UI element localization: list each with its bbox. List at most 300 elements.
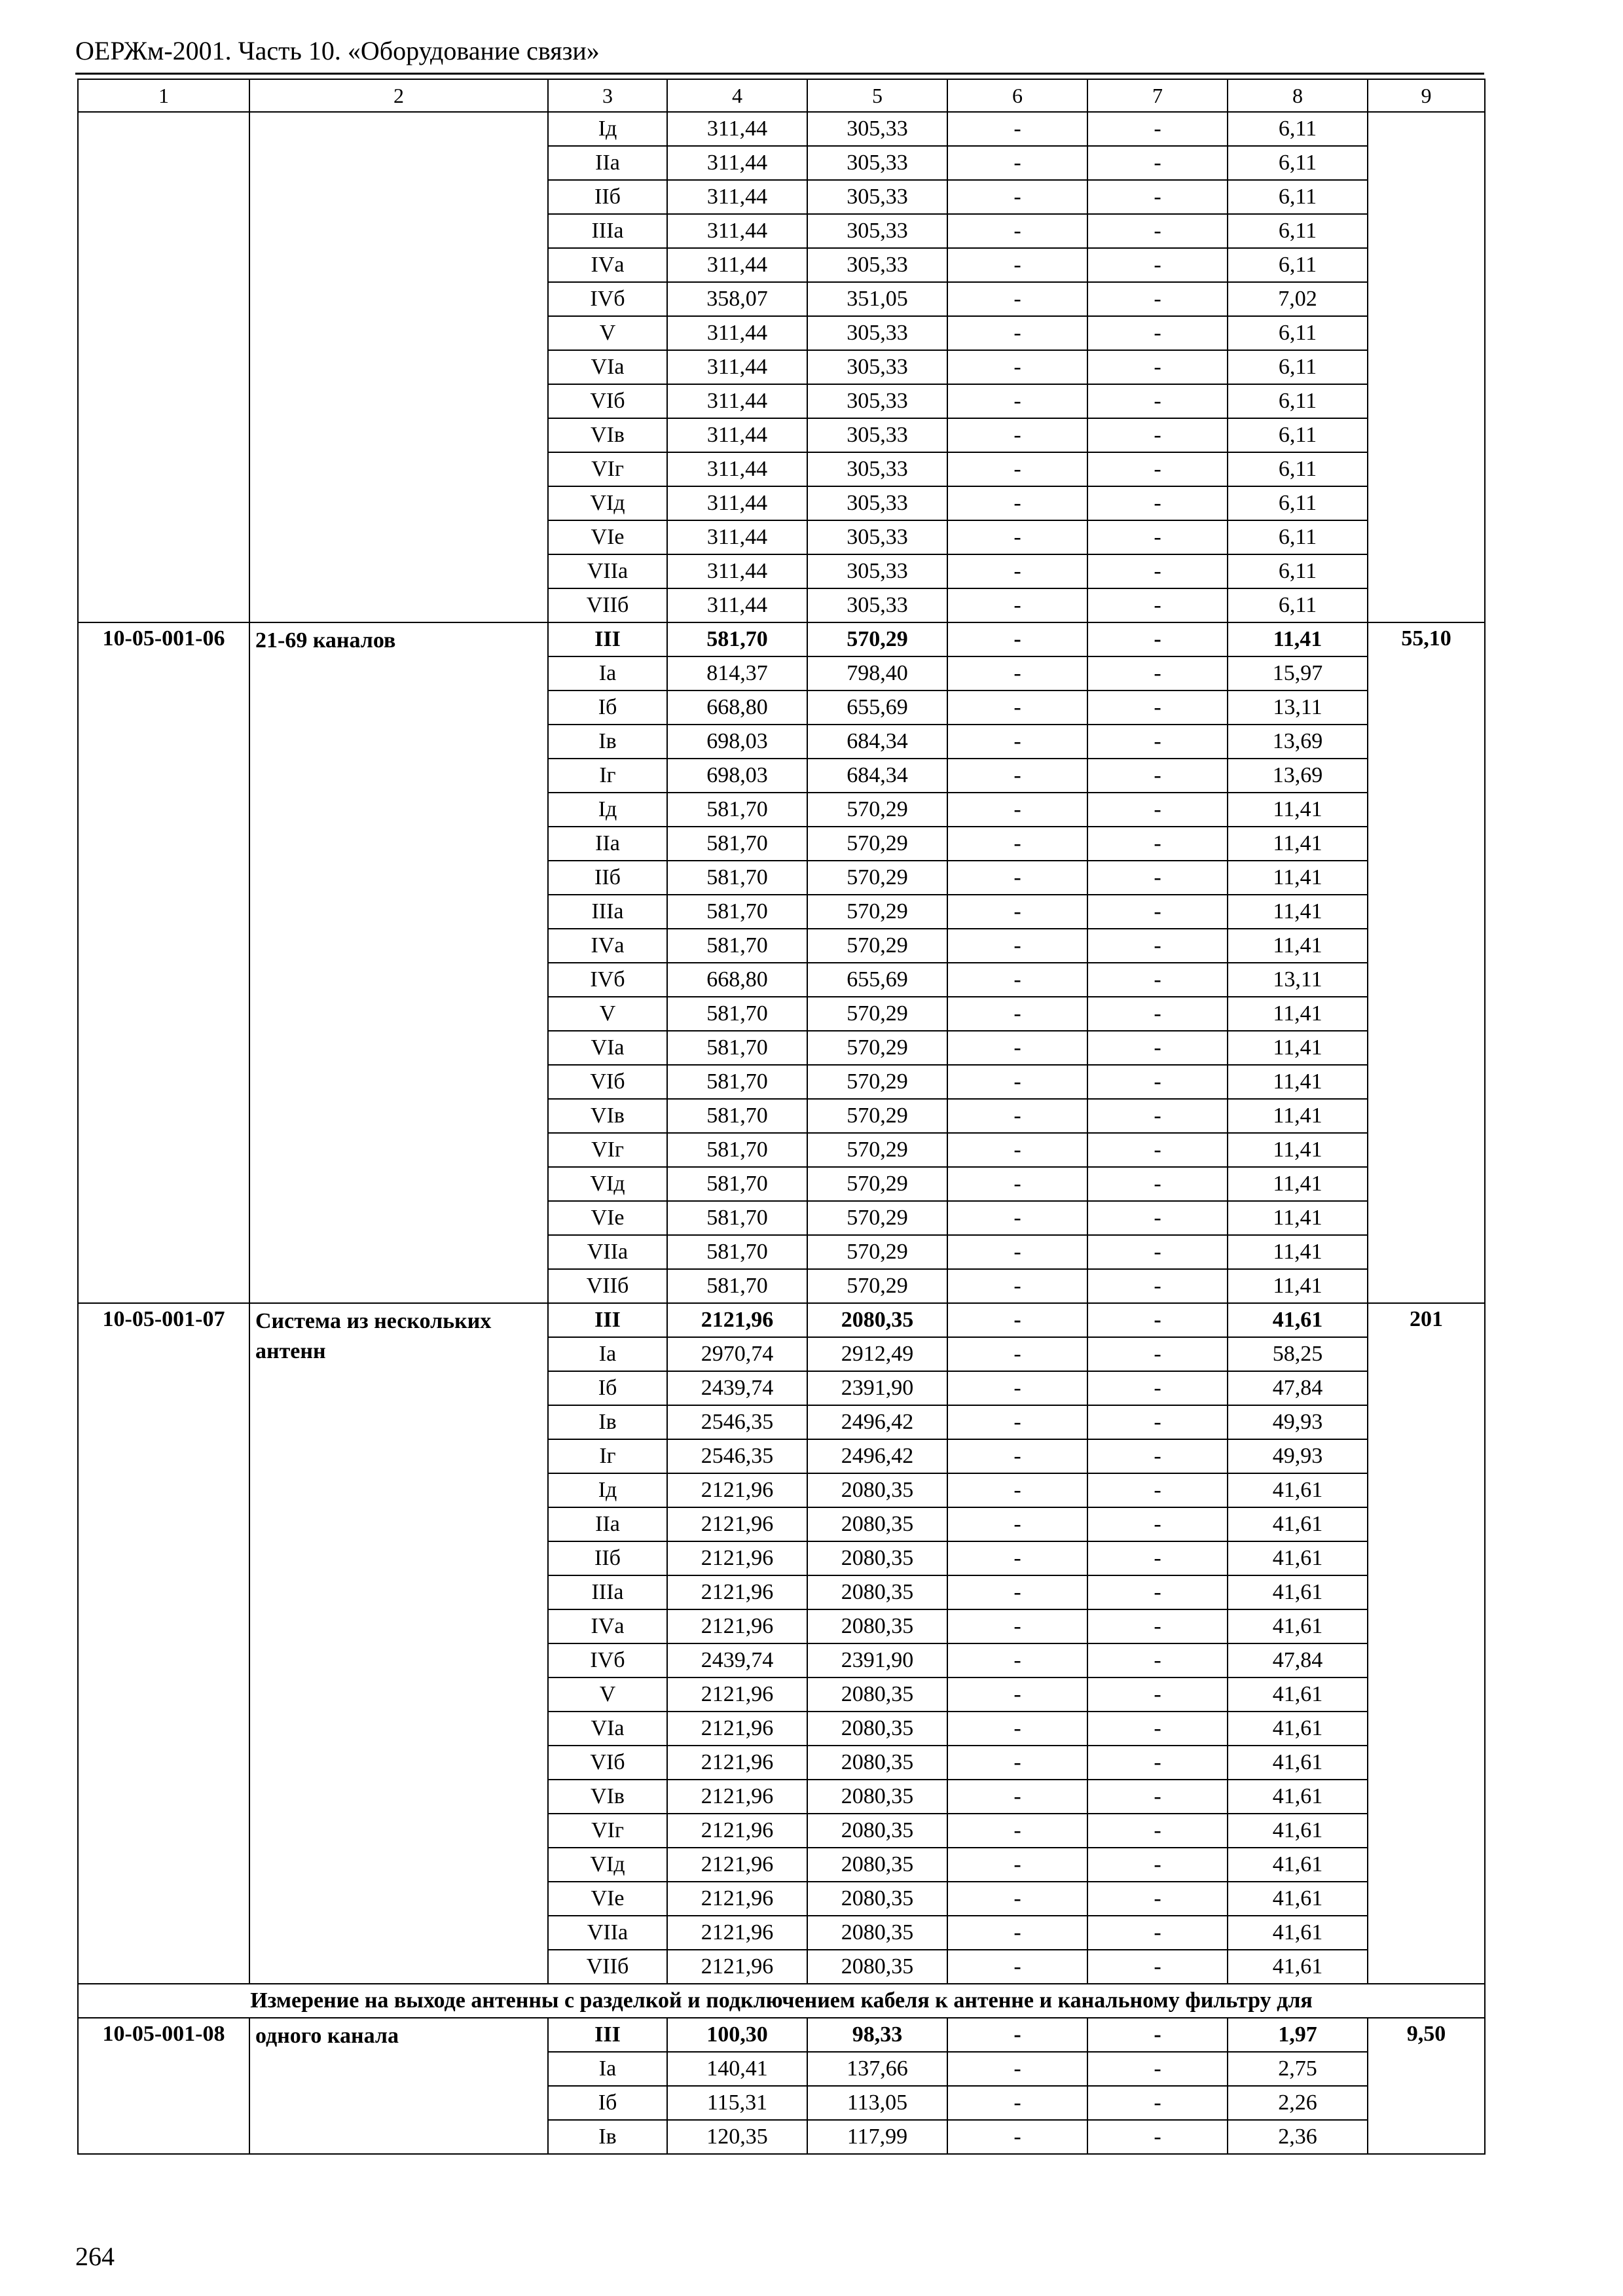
- value-cell: 2121,96: [667, 1541, 807, 1575]
- value-cell: 41,61: [1228, 1780, 1368, 1814]
- value-cell: 570,29: [807, 929, 947, 963]
- value-cell: -: [1087, 1677, 1228, 1712]
- value-cell: -: [1087, 1269, 1228, 1303]
- value-cell: 581,70: [667, 1201, 807, 1235]
- value-cell: 11,41: [1228, 1133, 1368, 1167]
- zone-cell: VIа: [548, 1712, 667, 1746]
- value-cell: 581,70: [667, 1235, 807, 1269]
- item-code: 10-05-001-08: [78, 2018, 249, 2154]
- value-cell: 13,69: [1228, 759, 1368, 793]
- zone-cell: VIб: [548, 1065, 667, 1099]
- value-cell: -: [1087, 1643, 1228, 1677]
- value-cell: -: [1087, 929, 1228, 963]
- value-cell: -: [1087, 691, 1228, 725]
- value-cell: 113,05: [807, 2086, 947, 2120]
- item-rate: 55,10: [1368, 622, 1485, 1303]
- value-cell: 2080,35: [807, 1541, 947, 1575]
- value-cell: -: [947, 1916, 1087, 1950]
- value-cell: -: [947, 793, 1087, 827]
- value-cell: 698,03: [667, 759, 807, 793]
- value-cell: 581,70: [667, 1167, 807, 1201]
- zone-cell: VIIб: [548, 1950, 667, 1984]
- value-cell: -: [1087, 248, 1228, 282]
- value-cell: 2121,96: [667, 1677, 807, 1712]
- value-cell: 2080,35: [807, 1712, 947, 1746]
- value-cell: 570,29: [807, 895, 947, 929]
- value-cell: 581,70: [667, 929, 807, 963]
- value-cell: 2546,35: [667, 1405, 807, 1439]
- value-cell: 311,44: [667, 248, 807, 282]
- value-cell: -: [947, 1337, 1087, 1371]
- zone-cell: IIб: [548, 180, 667, 214]
- value-cell: 15,97: [1228, 656, 1368, 691]
- zone-cell: III: [548, 622, 667, 656]
- value-cell: -: [947, 1643, 1087, 1677]
- value-cell: 2391,90: [807, 1371, 947, 1405]
- value-cell: 6,11: [1228, 486, 1368, 520]
- value-cell: -: [1087, 622, 1228, 656]
- value-cell: 13,11: [1228, 691, 1368, 725]
- value-cell: 2496,42: [807, 1405, 947, 1439]
- value-cell: 6,11: [1228, 452, 1368, 486]
- value-cell: -: [1087, 827, 1228, 861]
- value-cell: 13,69: [1228, 725, 1368, 759]
- value-cell: -: [1087, 1950, 1228, 1984]
- value-cell: 581,70: [667, 1269, 807, 1303]
- value-cell: -: [947, 1780, 1087, 1814]
- value-cell: -: [947, 2018, 1087, 2052]
- zone-cell: Iб: [548, 1371, 667, 1405]
- zone-cell: IIа: [548, 827, 667, 861]
- zone-cell: IVа: [548, 1609, 667, 1643]
- value-cell: -: [947, 1439, 1087, 1473]
- value-cell: 684,34: [807, 759, 947, 793]
- zone-cell: VIб: [548, 1746, 667, 1780]
- column-header: 7: [1087, 79, 1228, 112]
- value-cell: -: [947, 180, 1087, 214]
- value-cell: 41,61: [1228, 1609, 1368, 1643]
- value-cell: 2121,96: [667, 1780, 807, 1814]
- value-cell: 668,80: [667, 691, 807, 725]
- value-cell: -: [1087, 1609, 1228, 1643]
- value-cell: 41,61: [1228, 1950, 1368, 1984]
- value-cell: -: [1087, 554, 1228, 588]
- value-cell: 6,11: [1228, 112, 1368, 146]
- value-cell: 305,33: [807, 316, 947, 350]
- value-cell: 581,70: [667, 861, 807, 895]
- value-cell: -: [1087, 1541, 1228, 1575]
- zone-cell: V: [548, 997, 667, 1031]
- value-cell: -: [947, 1371, 1087, 1405]
- value-cell: -: [1087, 1916, 1228, 1950]
- zone-cell: Iд: [548, 112, 667, 146]
- value-cell: -: [947, 486, 1087, 520]
- column-header: 3: [548, 79, 667, 112]
- zone-cell: Iд: [548, 1473, 667, 1507]
- zone-cell: Iа: [548, 656, 667, 691]
- value-cell: 11,41: [1228, 895, 1368, 929]
- value-cell: 2546,35: [667, 1439, 807, 1473]
- value-cell: 2080,35: [807, 1677, 947, 1712]
- value-cell: 305,33: [807, 146, 947, 180]
- value-cell: 311,44: [667, 350, 807, 384]
- value-cell: -: [947, 452, 1087, 486]
- value-cell: 2391,90: [807, 1643, 947, 1677]
- value-cell: -: [947, 214, 1087, 248]
- value-cell: -: [947, 1133, 1087, 1167]
- value-cell: 311,44: [667, 486, 807, 520]
- value-cell: -: [947, 1609, 1087, 1643]
- value-cell: 11,41: [1228, 1167, 1368, 1201]
- zone-cell: VIг: [548, 452, 667, 486]
- item-rate: 201: [1368, 1303, 1485, 1984]
- value-cell: 6,11: [1228, 588, 1368, 622]
- value-cell: 13,11: [1228, 963, 1368, 997]
- value-cell: 11,41: [1228, 793, 1368, 827]
- value-cell: -: [947, 146, 1087, 180]
- column-header: 8: [1228, 79, 1368, 112]
- value-cell: -: [1087, 1507, 1228, 1541]
- section-title-row: [78, 1984, 1485, 2018]
- value-cell: 11,41: [1228, 827, 1368, 861]
- value-cell: -: [947, 2120, 1087, 2154]
- value-cell: 570,29: [807, 1167, 947, 1201]
- column-header: 9: [1368, 79, 1485, 112]
- value-cell: -: [1087, 588, 1228, 622]
- zone-cell: V: [548, 1677, 667, 1712]
- value-cell: -: [947, 1405, 1087, 1439]
- table-body: [78, 112, 1485, 2154]
- price-table: [77, 79, 1486, 2155]
- value-cell: 570,29: [807, 997, 947, 1031]
- value-cell: 305,33: [807, 418, 947, 452]
- value-cell: -: [947, 759, 1087, 793]
- zone-cell: Iг: [548, 1439, 667, 1473]
- value-cell: 41,61: [1228, 1746, 1368, 1780]
- value-cell: 2121,96: [667, 1712, 807, 1746]
- value-cell: -: [1087, 895, 1228, 929]
- value-cell: -: [947, 2052, 1087, 2086]
- value-cell: 2080,35: [807, 1780, 947, 1814]
- value-cell: 6,11: [1228, 350, 1368, 384]
- value-cell: -: [1087, 384, 1228, 418]
- value-cell: 570,29: [807, 1031, 947, 1065]
- zone-cell: IIIа: [548, 214, 667, 248]
- value-cell: -: [1087, 214, 1228, 248]
- zone-cell: Iа: [548, 1337, 667, 1371]
- value-cell: 570,29: [807, 861, 947, 895]
- zone-cell: VIг: [548, 1814, 667, 1848]
- value-cell: 2121,96: [667, 1575, 807, 1609]
- value-cell: 11,41: [1228, 1065, 1368, 1099]
- price-table-container: [77, 79, 1484, 2155]
- value-cell: 2080,35: [807, 1916, 947, 1950]
- value-cell: -: [1087, 1167, 1228, 1201]
- value-cell: -: [1087, 1371, 1228, 1405]
- value-cell: 655,69: [807, 691, 947, 725]
- value-cell: -: [1087, 1473, 1228, 1507]
- value-cell: -: [947, 1950, 1087, 1984]
- value-cell: 6,11: [1228, 214, 1368, 248]
- zone-cell: VIб: [548, 384, 667, 418]
- value-cell: -: [947, 316, 1087, 350]
- value-cell: 358,07: [667, 282, 807, 316]
- value-cell: -: [947, 1814, 1087, 1848]
- value-cell: 6,11: [1228, 316, 1368, 350]
- zone-cell: VIг: [548, 1133, 667, 1167]
- value-cell: 2080,35: [807, 1303, 947, 1337]
- zone-cell: VIIа: [548, 1916, 667, 1950]
- value-cell: -: [1087, 282, 1228, 316]
- value-cell: -: [947, 656, 1087, 691]
- value-cell: -: [947, 520, 1087, 554]
- value-cell: -: [947, 1473, 1087, 1507]
- value-cell: 2121,96: [667, 1882, 807, 1916]
- zone-cell: VIе: [548, 520, 667, 554]
- value-cell: 2439,74: [667, 1371, 807, 1405]
- value-cell: 305,33: [807, 520, 947, 554]
- value-cell: 2970,74: [667, 1337, 807, 1371]
- value-cell: 41,61: [1228, 1541, 1368, 1575]
- value-cell: 2080,35: [807, 1950, 947, 1984]
- value-cell: -: [947, 1201, 1087, 1235]
- value-cell: 668,80: [667, 963, 807, 997]
- value-cell: -: [1087, 1235, 1228, 1269]
- value-cell: 581,70: [667, 895, 807, 929]
- value-cell: -: [1087, 1405, 1228, 1439]
- zone-cell: V: [548, 316, 667, 350]
- value-cell: 11,41: [1228, 622, 1368, 656]
- value-cell: -: [1087, 759, 1228, 793]
- value-cell: -: [1087, 1133, 1228, 1167]
- value-cell: -: [1087, 793, 1228, 827]
- value-cell: 6,11: [1228, 180, 1368, 214]
- value-cell: -: [1087, 2018, 1228, 2052]
- zone-cell: VIд: [548, 1848, 667, 1882]
- value-cell: 6,11: [1228, 384, 1368, 418]
- value-cell: 41,61: [1228, 1712, 1368, 1746]
- zone-cell: III: [548, 1303, 667, 1337]
- zone-cell: IIа: [548, 1507, 667, 1541]
- value-cell: 2080,35: [807, 1575, 947, 1609]
- value-cell: 305,33: [807, 112, 947, 146]
- page-number: 264: [75, 2242, 115, 2271]
- value-cell: 2080,35: [807, 1609, 947, 1643]
- value-cell: 570,29: [807, 827, 947, 861]
- value-cell: -: [1087, 1065, 1228, 1099]
- value-cell: 41,61: [1228, 1473, 1368, 1507]
- item-code: 10-05-001-07: [78, 1303, 249, 1984]
- value-cell: 41,61: [1228, 1303, 1368, 1337]
- value-cell: 570,29: [807, 1269, 947, 1303]
- value-cell: 305,33: [807, 350, 947, 384]
- value-cell: 117,99: [807, 2120, 947, 2154]
- zone-cell: IIIа: [548, 895, 667, 929]
- value-cell: 47,84: [1228, 1643, 1368, 1677]
- value-cell: 41,61: [1228, 1848, 1368, 1882]
- value-cell: 47,84: [1228, 1371, 1368, 1405]
- zone-cell: IIIа: [548, 1575, 667, 1609]
- value-cell: -: [947, 1677, 1087, 1712]
- value-cell: 311,44: [667, 588, 807, 622]
- item-description: одного канала: [249, 2018, 548, 2154]
- column-header-row: [78, 79, 1485, 112]
- value-cell: -: [1087, 2120, 1228, 2154]
- value-cell: 2121,96: [667, 1303, 807, 1337]
- value-cell: -: [947, 1235, 1087, 1269]
- value-cell: 2121,96: [667, 1609, 807, 1643]
- column-header: 1: [78, 79, 249, 112]
- value-cell: -: [1087, 452, 1228, 486]
- value-cell: -: [947, 554, 1087, 588]
- value-cell: -: [947, 895, 1087, 929]
- value-cell: 311,44: [667, 180, 807, 214]
- value-cell: -: [1087, 1303, 1228, 1337]
- zone-cell: IIб: [548, 861, 667, 895]
- value-cell: -: [947, 588, 1087, 622]
- value-cell: 305,33: [807, 486, 947, 520]
- value-cell: -: [1087, 520, 1228, 554]
- value-cell: 49,93: [1228, 1405, 1368, 1439]
- value-cell: -: [1087, 1746, 1228, 1780]
- value-cell: 98,33: [807, 2018, 947, 2052]
- zone-cell: Iа: [548, 2052, 667, 2086]
- item-description: [249, 112, 548, 622]
- value-cell: -: [1087, 316, 1228, 350]
- value-cell: 581,70: [667, 1099, 807, 1133]
- value-cell: -: [947, 112, 1087, 146]
- value-cell: 2080,35: [807, 1746, 947, 1780]
- zone-cell: VIIб: [548, 1269, 667, 1303]
- value-cell: 6,11: [1228, 248, 1368, 282]
- value-cell: -: [1087, 112, 1228, 146]
- value-cell: -: [1087, 350, 1228, 384]
- column-header: 5: [807, 79, 947, 112]
- value-cell: 798,40: [807, 656, 947, 691]
- value-cell: 2121,96: [667, 1746, 807, 1780]
- zone-cell: VIе: [548, 1882, 667, 1916]
- zone-cell: VIIа: [548, 554, 667, 588]
- value-cell: -: [1087, 1814, 1228, 1848]
- value-cell: -: [947, 1167, 1087, 1201]
- value-cell: 305,33: [807, 452, 947, 486]
- value-cell: -: [1087, 1099, 1228, 1133]
- value-cell: -: [947, 1746, 1087, 1780]
- value-cell: 305,33: [807, 214, 947, 248]
- zone-cell: VIе: [548, 1201, 667, 1235]
- value-cell: 305,33: [807, 588, 947, 622]
- zone-cell: IVб: [548, 1643, 667, 1677]
- item-code: [78, 112, 249, 622]
- value-cell: 570,29: [807, 793, 947, 827]
- value-cell: 581,70: [667, 622, 807, 656]
- value-cell: 11,41: [1228, 1031, 1368, 1065]
- value-cell: 698,03: [667, 725, 807, 759]
- zone-cell: Iб: [548, 2086, 667, 2120]
- value-cell: -: [1087, 656, 1228, 691]
- value-cell: 2080,35: [807, 1814, 947, 1848]
- table-row: [78, 1303, 1485, 1337]
- value-cell: -: [947, 997, 1087, 1031]
- zone-cell: Iд: [548, 793, 667, 827]
- value-cell: -: [947, 1099, 1087, 1133]
- value-cell: 120,35: [667, 2120, 807, 2154]
- value-cell: 311,44: [667, 520, 807, 554]
- zone-cell: Iб: [548, 691, 667, 725]
- value-cell: -: [1087, 1439, 1228, 1473]
- item-rate: [1368, 112, 1485, 622]
- value-cell: -: [947, 1541, 1087, 1575]
- zone-cell: III: [548, 2018, 667, 2052]
- value-cell: -: [947, 1031, 1087, 1065]
- value-cell: 570,29: [807, 622, 947, 656]
- value-cell: 655,69: [807, 963, 947, 997]
- value-cell: 137,66: [807, 2052, 947, 2086]
- value-cell: -: [1087, 1031, 1228, 1065]
- value-cell: 311,44: [667, 112, 807, 146]
- value-cell: 570,29: [807, 1201, 947, 1235]
- zone-cell: VIа: [548, 350, 667, 384]
- value-cell: 7,02: [1228, 282, 1368, 316]
- value-cell: -: [1087, 180, 1228, 214]
- value-cell: 2121,96: [667, 1916, 807, 1950]
- value-cell: 581,70: [667, 997, 807, 1031]
- value-cell: 581,70: [667, 1065, 807, 1099]
- section-title: Измерение на выходе антенны с разделкой и подключением кабеля к антенне и канальному фильтру для: [78, 1984, 1485, 2018]
- value-cell: -: [1087, 1848, 1228, 1882]
- value-cell: 2496,42: [807, 1439, 947, 1473]
- value-cell: 6,11: [1228, 146, 1368, 180]
- item-rate: 9,50: [1368, 2018, 1485, 2154]
- value-cell: 305,33: [807, 554, 947, 588]
- zone-cell: IIа: [548, 146, 667, 180]
- zone-cell: VIIа: [548, 1235, 667, 1269]
- header-rule: [75, 73, 1484, 75]
- value-cell: 311,44: [667, 418, 807, 452]
- value-cell: -: [1087, 1575, 1228, 1609]
- value-cell: -: [947, 248, 1087, 282]
- value-cell: 305,33: [807, 384, 947, 418]
- value-cell: -: [1087, 1882, 1228, 1916]
- page-header-title: ОЕРЖм-2001. Часть 10. «Оборудование связи»: [75, 36, 600, 65]
- value-cell: -: [1087, 146, 1228, 180]
- value-cell: 2439,74: [667, 1643, 807, 1677]
- value-cell: 305,33: [807, 248, 947, 282]
- value-cell: 2121,96: [667, 1507, 807, 1541]
- value-cell: -: [947, 622, 1087, 656]
- value-cell: -: [947, 929, 1087, 963]
- value-cell: -: [1087, 2086, 1228, 2120]
- value-cell: 311,44: [667, 452, 807, 486]
- zone-cell: Iв: [548, 2120, 667, 2154]
- value-cell: -: [947, 827, 1087, 861]
- value-cell: -: [947, 725, 1087, 759]
- value-cell: 2,26: [1228, 2086, 1368, 2120]
- value-cell: 305,33: [807, 180, 947, 214]
- zone-cell: VIв: [548, 1099, 667, 1133]
- value-cell: -: [1087, 418, 1228, 452]
- table-row: [78, 622, 1485, 656]
- value-cell: 311,44: [667, 554, 807, 588]
- value-cell: 2121,96: [667, 1814, 807, 1848]
- value-cell: 581,70: [667, 793, 807, 827]
- value-cell: 11,41: [1228, 1201, 1368, 1235]
- value-cell: 311,44: [667, 316, 807, 350]
- value-cell: -: [1087, 1712, 1228, 1746]
- value-cell: -: [947, 384, 1087, 418]
- value-cell: 11,41: [1228, 1269, 1368, 1303]
- item-description: Система из нескольких антенн: [249, 1303, 548, 1984]
